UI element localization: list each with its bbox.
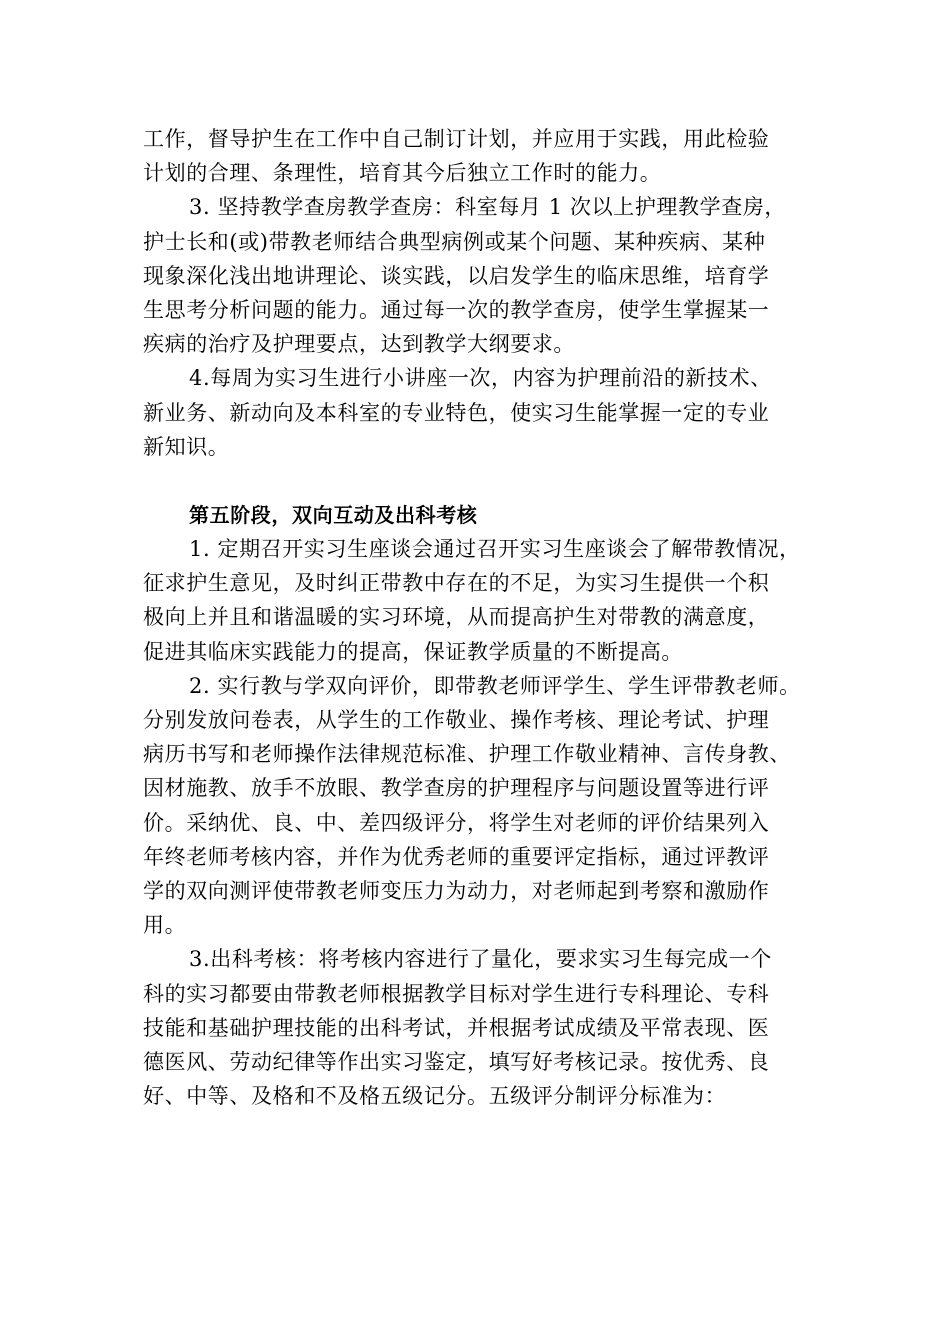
text-line: 新业务、新动向及本科室的专业特色，使实习生能掌握一定的专业 [143,400,770,425]
text-line: 病历书写和老师操作法律规范标准、护理工作敬业精神、言传身教、 [143,742,791,767]
text-line: 促进其临床实践能力的提高，保证教学质量的不断提高。 [143,639,683,664]
text-line: 用。 [143,913,187,938]
paragraph-gap [143,464,811,498]
paragraph-exit-assessment [143,942,811,1113]
text-line: 工作，督导护生在工作中自己制订计划，并应用于实践，用此检验 [143,127,770,151]
section-heading: 第五阶段，双向互动及出科考核 [189,502,478,527]
text-line: 疾病的治疗及护理要点，达到教学大纲要求。 [143,332,575,357]
text-line: 现象深化浅出地讲理论、谈实践，以启发学生的临床思维，培育学 [143,263,770,288]
text-line: 因材施教、放手不放眼、教学查房的护理程序与问题设置等进行评 [143,776,770,801]
text-line: 价。采纳优、良、中、差四级评分，将学生对老师的评价结果列入 [143,810,770,835]
text-line: 学的双向测评使带教老师变压力为动力，对老师起到考察和激励作 [143,878,770,903]
text-line: 护士长和(或)带教老师结合典型病例或某个问题、某种疾病、某种 [143,229,766,254]
text-line: 3.出科考核：将考核内容进行了量化，要求实习生每完成一个 [189,947,772,972]
text-line: 1. 定期召开实习生座谈会通过召开实习生座谈会了解带教情况， [189,537,801,562]
paragraph-teaching-rounds [143,190,811,361]
paragraph-continuation [143,122,811,190]
text-line: 3. 坚持教学查房教学查房：科室每月 1 次以上护理教学查房， [189,195,787,220]
text-line: 极向上并且和谐温暖的实习环境，从而提高护生对带教的满意度， [143,605,770,630]
document-body [143,122,811,1113]
text-line: 技能和基础护理技能的出科考试，并根据考试成绩及平常表现、医 [143,1015,770,1040]
text-line: 生思考分析问题的能力。通过每一次的教学查房，使学生掌握某一 [143,297,770,322]
text-line: 2. 实行教与学双向评价，即带教老师评学生、学生评带教老师。 [189,673,801,698]
text-line: 新知识。 [143,434,230,459]
text-line: 好、中等、及格和不及格五级记分。五级评分制评分标准为： [143,1084,727,1109]
text-line: 计划的合理、条理性，培育其今后独立工作时的能力。 [143,161,662,186]
text-line: 4.每周为实习生进行小讲座一次，内容为护理前沿的新技术、 [189,366,772,391]
text-line: 科的实习都要由带教老师根据教学目标对学生进行专科理论、专科 [143,981,770,1006]
text-line: 分别发放问卷表，从学生的工作敬业、操作考核、理论考试、护理 [143,708,770,732]
text-line: 年终老师考核内容，并作为优秀老师的重要评定指标，通过评教评 [143,844,770,869]
paragraph-two-way-evaluation [143,669,811,943]
paragraph-weekly-lecture [143,361,811,464]
text-line: 德医风、劳动纪律等作出实习鉴定，填写好考核记录。按优秀、良 [143,1049,770,1074]
text-line: 征求护生意见，及时纠正带教中存在的不足，为实习生提供一个积 [143,571,770,596]
paragraph-student-meeting [143,532,811,669]
